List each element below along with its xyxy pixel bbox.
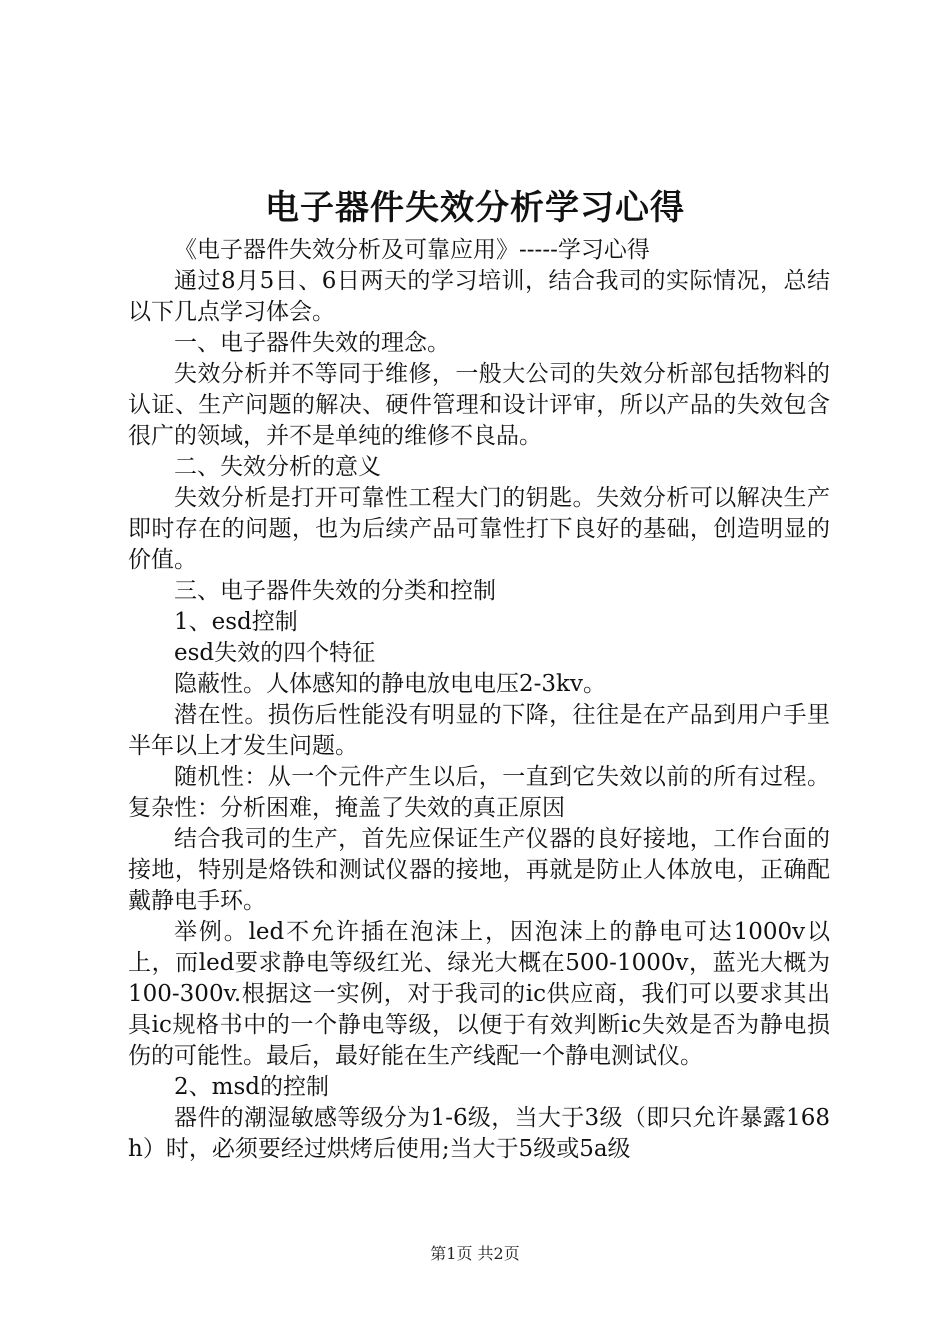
document-title: 电子器件失效分析学习心得 (265, 188, 685, 228)
subsection-heading: 1、esd控制 (174, 609, 298, 635)
section-heading: 二、失效分析的意义 (174, 454, 381, 480)
subsection-heading: 2、msd的控制 (174, 1074, 329, 1100)
paragraph: 潜在性。损伤后性能没有明显的下降，往往是在产品到用户手里半年以上才发生问题。 (128, 702, 830, 759)
paragraph-subtitle: 《电子器件失效分析及可靠应用》-----学习心得 (174, 237, 650, 263)
document-body (128, 235, 830, 1165)
section-heading: 一、电子器件失效的理念。 (174, 330, 450, 356)
paragraph: 隐蔽性。人体感知的静电放电电压2-3kv。 (174, 671, 606, 697)
paragraph: 举例。led不允许插在泡沫上，因泡沫上的静电可达1000v以上，而led要求静电等级红光、绿光大概在500-1000v，蓝光大概为100-300v.根据这一实例，对于我司的ic供应商，我们可以要求其出具ic规格书中的一个静电等级，以便于有效判断ic失效是否为静电损伤的可能性。最后，最好能在生产线配一个静电测试仪。 (128, 919, 830, 1069)
paragraph: esd失效的四个特征 (174, 640, 376, 666)
page-number-footer: 第1页 共2页 (430, 1244, 520, 1263)
section-heading: 三、电子器件失效的分类和控制 (174, 578, 496, 604)
paragraph: 器件的潮湿敏感等级分为1-6级，当大于3级（即只允许暴露168h）时，必须要经过烘烤后使用;当大于5级或5a级 (128, 1105, 830, 1162)
paragraph: 失效分析是打开可靠性工程大门的钥匙。失效分析可以解决生产即时存在的问题，也为后续产品可靠性打下良好的基础，创造明显的价值。 (128, 485, 830, 573)
paragraph: 失效分析并不等同于维修，一般大公司的失效分析部包括物料的认证、生产问题的解决、硬件管理和设计评审，所以产品的失效包含很广的领域，并不是单纯的维修不良品。 (128, 361, 830, 449)
paragraph: 结合我司的生产，首先应保证生产仪器的良好接地，工作台面的接地，特别是烙铁和测试仪器的接地，再就是防止人体放电，正确配戴静电手环。 (128, 826, 830, 914)
paragraph: 随机性：从一个元件产生以后，一直到它失效以前的所有过程。复杂性：分析困难，掩盖了失效的真正原因 (128, 764, 830, 821)
paragraph-intro: 通过8月5日、6日两天的学习培训，结合我司的实际情况，总结以下几点学习体会。 (128, 268, 830, 325)
